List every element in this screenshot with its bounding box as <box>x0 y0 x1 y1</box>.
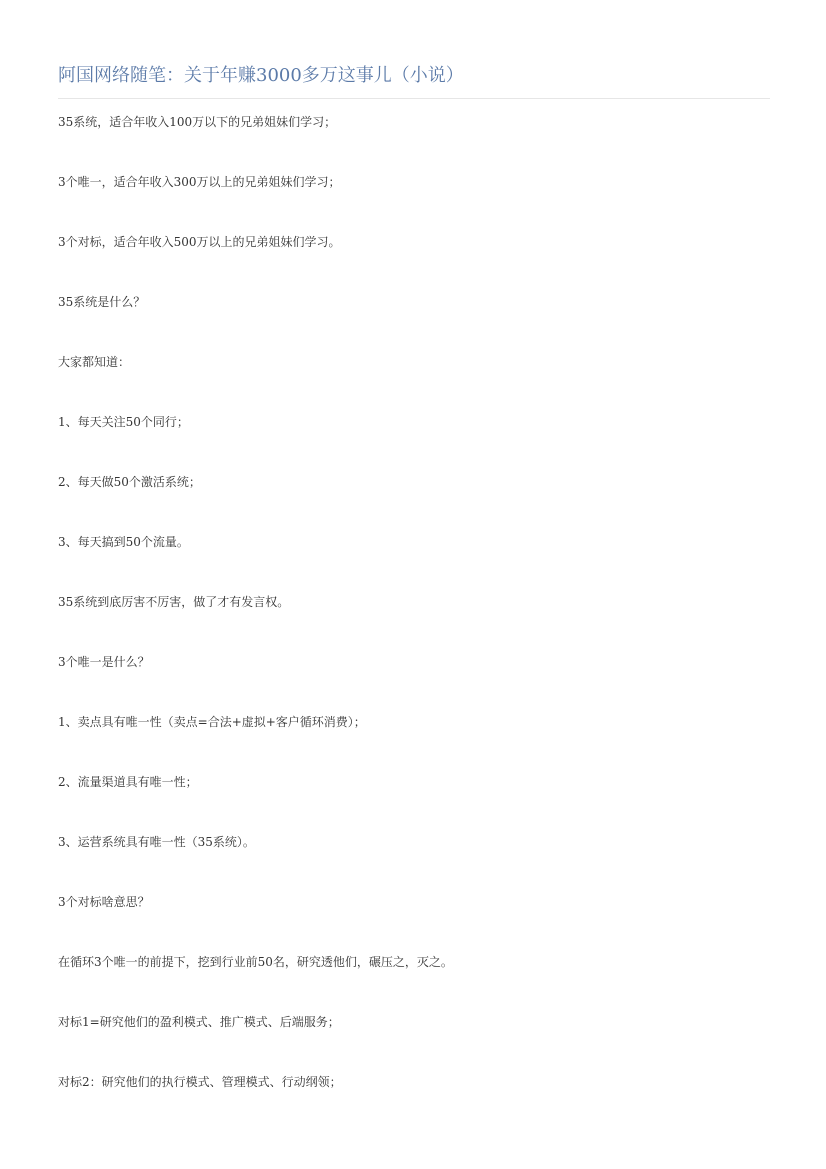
paragraph-1: 35系统，适合年收入100万以下的兄弟姐妹们学习； <box>58 115 337 129</box>
paragraph-12: 2、流量渠道具有唯一性； <box>58 775 198 789</box>
title-divider <box>58 98 770 99</box>
paragraph-2: 3个唯一，适合年收入300万以上的兄弟姐妹们学习； <box>58 175 341 189</box>
paragraph-15: 在循环3个唯一的前提下，挖到行业前50名，研究透他们，碾压之，灭之。 <box>58 955 453 969</box>
paragraph-13: 3、运营系统具有唯一性（35系统）。 <box>58 835 255 849</box>
paragraph-6: 1、每天关注50个同行； <box>58 415 189 429</box>
paragraph-11: 1、卖点具有唯一性（卖点=合法+虚拟+客户循环消费）； <box>58 715 366 729</box>
paragraph-7: 2、每天做50个激活系统； <box>58 475 201 489</box>
paragraph-8: 3、每天搞到50个流量。 <box>58 535 189 549</box>
paragraph-16: 对标1=研究他们的盈利模式、推广模式、后端服务； <box>58 1015 340 1029</box>
article-title: 阿国网络随笔：关于年赚3000多万这事儿（小说） <box>58 65 464 86</box>
paragraph-10: 3个唯一是什么？ <box>58 655 150 669</box>
paragraph-14: 3个对标啥意思？ <box>58 895 150 909</box>
paragraph-17: 对标2：研究他们的执行模式、管理模式、行动纲领； <box>58 1075 342 1089</box>
paragraph-9: 35系统到底厉害不厉害，做了才有发言权。 <box>58 595 290 609</box>
paragraph-3: 3个对标，适合年收入500万以上的兄弟姐妹们学习。 <box>58 235 341 249</box>
paragraph-4: 35系统是什么？ <box>58 295 146 309</box>
paragraph-5: 大家都知道： <box>58 355 131 369</box>
